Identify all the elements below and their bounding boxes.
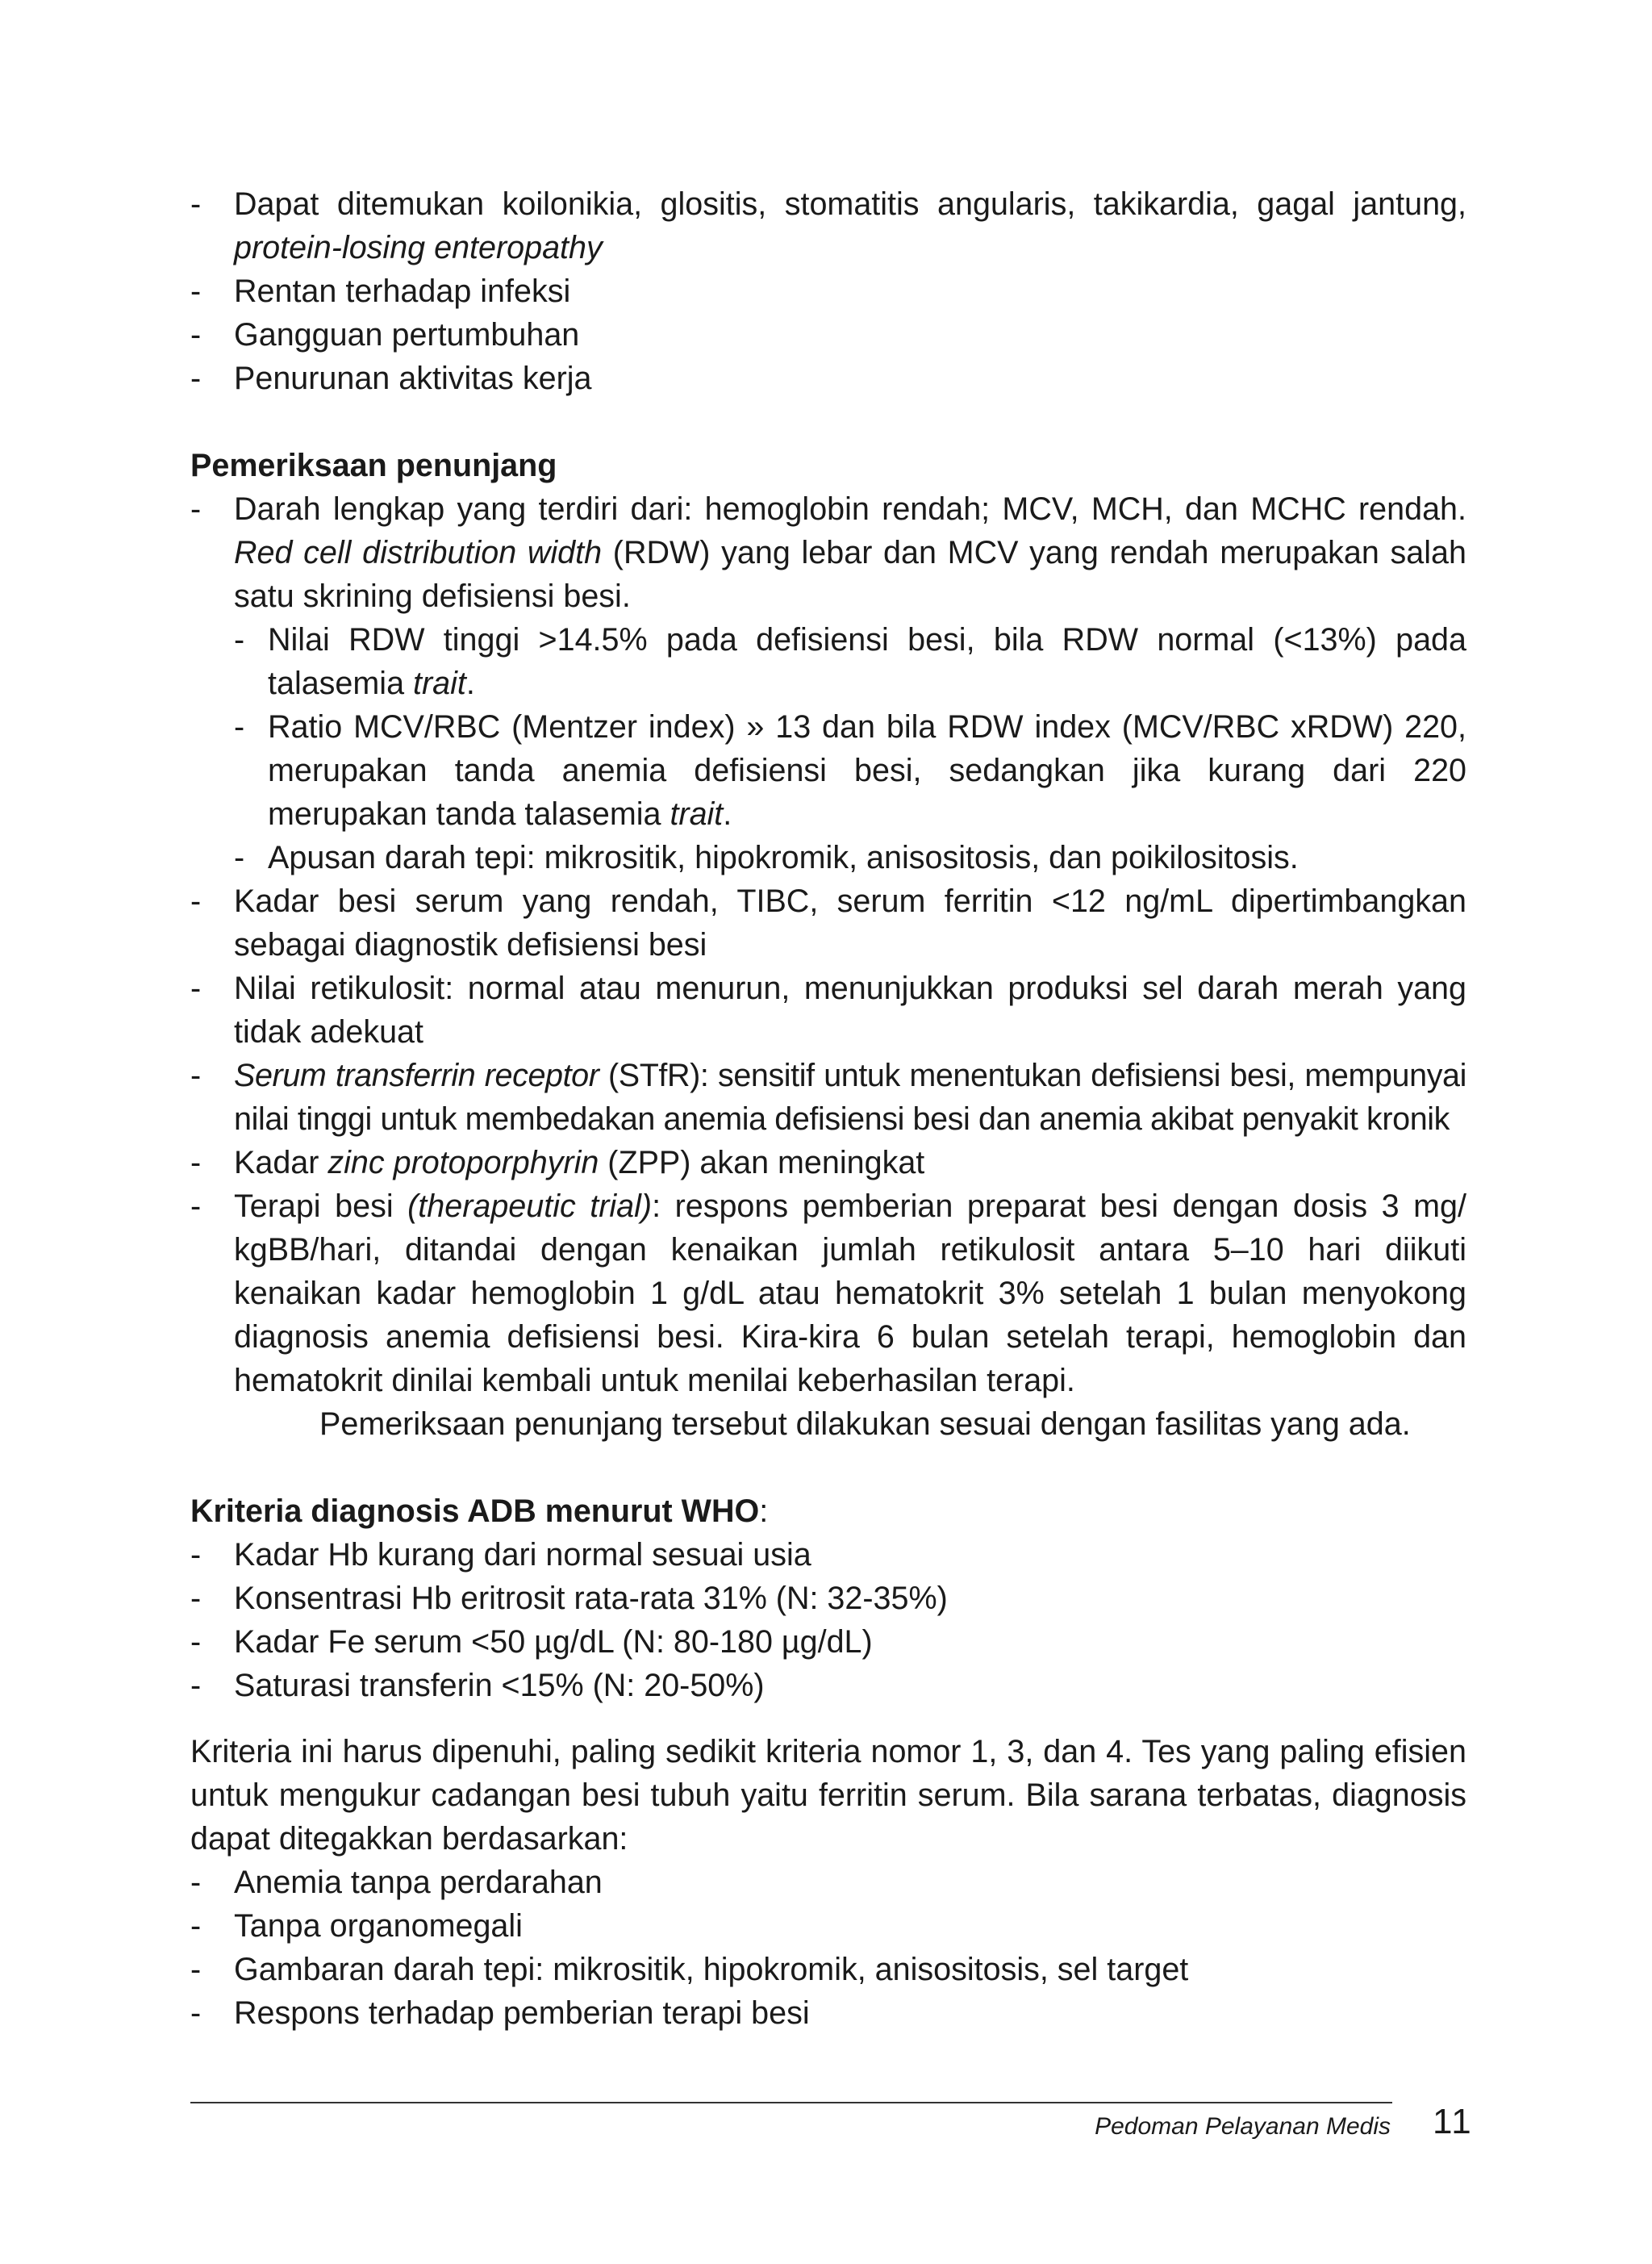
- list-item: - Nilai retikulosit: normal atau menurun, menunjukkan produksi sel darah merah yang tidak adekuat: [190, 967, 1466, 1054]
- list-item: - Kadar Fe serum <50 µg/dL (N: 80-180 µg/dL): [190, 1620, 1466, 1664]
- list-item: - Gambaran darah tepi: mikrositik, hipokromik, anisositosis, sel target: [190, 1948, 1466, 1991]
- list-item: - Tanpa organomegali: [190, 1904, 1466, 1948]
- footer-title: Pedoman Pelayanan Medis: [1095, 2113, 1391, 2140]
- list-item: - Saturasi transferin <15% (N: 20-50%): [190, 1664, 1466, 1707]
- intro-list: [190, 182, 1466, 400]
- bullet-dash: -: [190, 274, 202, 309]
- list-item: - Gangguan pertumbuhan: [190, 313, 1466, 357]
- section-heading-kriteria: Kriteria diagnosis ADB menurut WHO:: [190, 1493, 769, 1529]
- alternative-list: [190, 1861, 1466, 2035]
- list-item: - Rentan terhadap infeksi: [190, 269, 1466, 313]
- bullet-dash: -: [190, 1952, 202, 1987]
- bullet-dash: -: [190, 1537, 202, 1573]
- list-item: - Kadar besi serum yang rendah, TIBC, serum ferritin <12 ng/mL dipertimbangkan sebagai diagnostik defisiensi besi: [190, 879, 1466, 967]
- criteria-list: [190, 1533, 1466, 1707]
- list-item: - Konsentrasi Hb eritrosit rata-rata 31% (N: 32-35%): [190, 1577, 1466, 1620]
- bullet-dash: -: [190, 1995, 202, 2031]
- list-item: - Penurunan aktivitas kerja: [190, 357, 1466, 400]
- bullet-dash: -: [234, 709, 245, 745]
- bullet-dash: -: [234, 840, 245, 875]
- bullet-dash: -: [190, 491, 202, 527]
- bullet-dash: -: [190, 1624, 202, 1660]
- closing-paragraph: Pemeriksaan penunjang tersebut dilakukan sesuai dengan fasilitas yang ada.: [319, 1406, 1411, 1442]
- list-item: - Kadar zinc protoporphyrin (ZPP) akan meningkat: [190, 1141, 1466, 1184]
- footer-divider: [190, 2102, 1392, 2103]
- list-item: - Terapi besi (therapeutic trial): respons pemberian preparat besi dengan dosis 3 mg/ kgBB/hari, ditandai dengan kenaikan jumlah retikulosit antara 5–10 hari diikuti kenaikan kadar hemoglobin 1 g/dL atau hematokrit 3% setelah 1 bulan menyokong diagnosis anemia defisiensi besi. Kira-kira 6 bulan setelah terapi, hemoglobin dan hematokrit dinilai kembali untuk menilai keberhasilan terapi.: [190, 1184, 1466, 1402]
- sub-list-item: - Apusan darah tepi: mikrositik, hipokromik, anisositosis, dan poikilositosis.: [190, 836, 1466, 879]
- bullet-dash: -: [190, 1058, 201, 1093]
- sub-list-item: - Nilai RDW tinggi >14.5% pada defisiensi besi, bila RDW normal (<13%) pada talasemia trait.: [190, 618, 1466, 705]
- list-item: - Dapat ditemukan koilonikia, glositis, stomatitis angularis, takikardia, gagal jantung, protein-losing enteropathy: [190, 182, 1466, 269]
- bullet-dash: -: [190, 1908, 202, 1944]
- bullet-dash: -: [234, 622, 245, 658]
- criteria-paragraph: Kriteria ini harus dipenuhi, paling sedikit kriteria nomor 1, 3, dan 4. Tes yang paling efisien untuk mengukur cadangan besi tubuh yaitu ferritin serum. Bila sarana terbatas, diagnosis dapat ditegakkan berdasarkan:: [190, 1734, 1466, 1857]
- bullet-dash: -: [190, 1145, 202, 1180]
- bullet-dash: -: [190, 1668, 202, 1703]
- bullet-dash: -: [190, 186, 202, 222]
- page-content: [190, 182, 1466, 2035]
- bullet-dash: -: [190, 971, 202, 1006]
- bullet-dash: -: [190, 317, 202, 353]
- list-item-darah-lengkap: - Darah lengkap yang terdiri dari: hemoglobin rendah; MCV, MCH, dan MCHC rendah. Red cell distribution width (RDW) yang lebar dan MCV yang rendah merupakan salah satu skrining defisiensi besi.: [190, 487, 1466, 618]
- bullet-dash: -: [190, 1865, 202, 1900]
- list-item: - Anemia tanpa perdarahan: [190, 1861, 1466, 1904]
- bullet-dash: -: [190, 361, 202, 396]
- list-item: - Kadar Hb kurang dari normal sesuai usia: [190, 1533, 1466, 1577]
- list-item: - Serum transferrin receptor (STfR): sensitif untuk menentukan defisiensi besi, mempunyai nilai tinggi untuk membedakan anemia defisiensi besi dan anemia akibat penyakit kronik: [190, 1054, 1466, 1141]
- page-number: 11: [1433, 2102, 1473, 2141]
- bullet-dash: -: [190, 883, 202, 919]
- bullet-dash: -: [190, 1188, 202, 1224]
- section-heading-pemeriksaan: Pemeriksaan penunjang: [190, 448, 557, 483]
- list-item: - Respons terhadap pemberian terapi besi: [190, 1991, 1466, 2035]
- bullet-dash: -: [190, 1581, 202, 1616]
- sub-list-item: - Ratio MCV/RBC (Mentzer index) » 13 dan bila RDW index (MCV/RBC xRDW) 220, merupakan tanda anemia defisiensi besi, sedangkan jika kurang dari 220 merupakan tanda talasemia trait.: [190, 705, 1466, 836]
